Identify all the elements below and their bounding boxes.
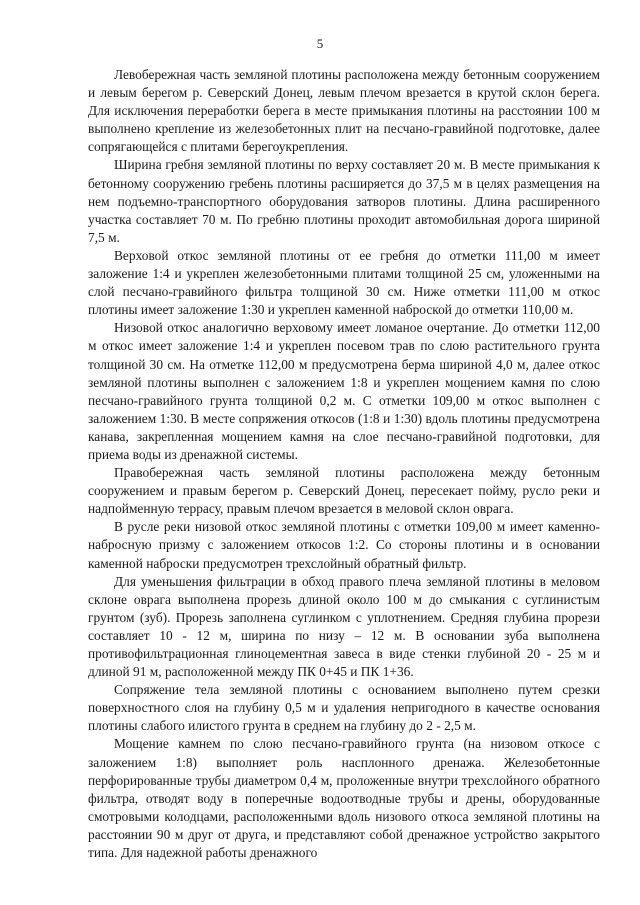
page-number: 5 bbox=[316, 36, 324, 51]
paragraph-upstream-slope: Верховой откос земляной плотины от ее гребня до отметки 111,00 м имеет заложение 1:4 и укреплен железобетонными плитами толщиной 25 см, уложенными на слой песчано-гравийного фильтра толщиной 30 см. Ниже отметки 111,00 м откос плотины имеет заложение 1:30 и укреплен каменной наброской до отметки 110,00 м. bbox=[88, 247, 600, 318]
paragraph-filtration: Для уменьшения фильтрации в обход правого плеча земляной плотины в меловом склоне оврага выполнена прорезь длиной около 100 м до смыкания с суглинистым грунтом (зуб). Прорезь заполнена суглинком с уплотнением. Средняя глубина прорези составляет 10 - 12 м, ширина по низу – 12 м. В основании зуба выполнена противофильтрационная глиноцементная завеса в виде стенки глубиной 20 - 25 м и длиной 91 м, расположенной между ПК 0+45 и ПК 1+36. bbox=[88, 573, 600, 680]
paragraph-drainage: Мощение камнем по слою песчано-гравийного грунта (на низовом откосе с заложением 1:8) выполняет роль насплонного дренажа. Железобетонные перфорированные трубы диаметром 0,4 м, проложенные внутри трехслойного обратного фильтра, отводят воду в поперечные водоотводные трубы и дрены, оборудованные смотровыми колодцами, расположенными вдоль низового откоса земляной плотины на расстоянии 90 м друг от друга, и представляют собой дренажное устройство закрытого типа. Для надежной работы дренажного bbox=[88, 736, 600, 861]
paragraph-downstream-slope: Низовой откос аналогично верховому имеет ломаное очертание. До отметки 112,00 м откос имеет заложение 1:4 и укреплен посевом трав по слою растительного грунта толщиной 30 см. На отметке 112,00 м предусмотрена берма шириной 4,0 м, далее откос земляной плотины выполнен с заложением 1:8 и укреплен мощением камня по слою песчано-гравийного грунта толщиной 0,2 м. С отметки 109,00 м откос выполнен с заложением 1:30. В месте сопряжения откосов (1:8 и 1:30) вдоль плотины предусмотрена канава, закрепленная мощением камня на слое песчано-гравийной подготовки, для приема воды из дренажной системы. bbox=[88, 320, 600, 462]
body-text bbox=[88, 66, 600, 862]
paragraph-right-bank: Правобережная часть земляной плотины расположена между бетонным сооружением и правым берегом р. Северский Донец, пересекает пойму, русло реки и надпойменную террасу, правым плечом врезается в меловой склон оврага. bbox=[88, 465, 600, 517]
paragraph-crest-width: Ширина гребня земляной плотины по верху составляет 20 м. В месте примыкания к бетонному сооружению гребень плотины расширяется до 37,5 м в целях размещения на нем подъемно-транспортного оборудования затворов плотины. Длина расширенного участка составляет 70 м. По гребню плотины проходит автомобильная дорога шириной 7,5 м. bbox=[88, 157, 600, 245]
paragraph-riverbed: В русле реки низовой откос земляной плотины с отметки 109,00 м имеет каменно-набросную призму с заложением откосов 1:2. Со стороны плотины и в основании каменной наброски предусмотрен трехслойный обратный фильтр. bbox=[88, 519, 600, 571]
paragraph-foundation: Сопряжение тела земляной плотины с основанием выполнено путем срезки поверхностного слоя на глубину 0,5 м и удаления непригодного в качестве основания плотины слабого илистого грунта в среднем на глубину до 2 - 2,5 м. bbox=[88, 682, 600, 734]
paragraph-left-bank: Левобережная часть земляной плотины расположена между бетонным сооружением и левым берегом р. Северский Донец, левым плечом врезается в крутой склон берега. Для исключения переработки берега в месте примыкания плотины на расстоянии 100 м выполнено крепление из железобетонных плит на песчано-гравийной подготовке, далее сопрягающейся с плитами берегоукрепления. bbox=[88, 67, 600, 155]
